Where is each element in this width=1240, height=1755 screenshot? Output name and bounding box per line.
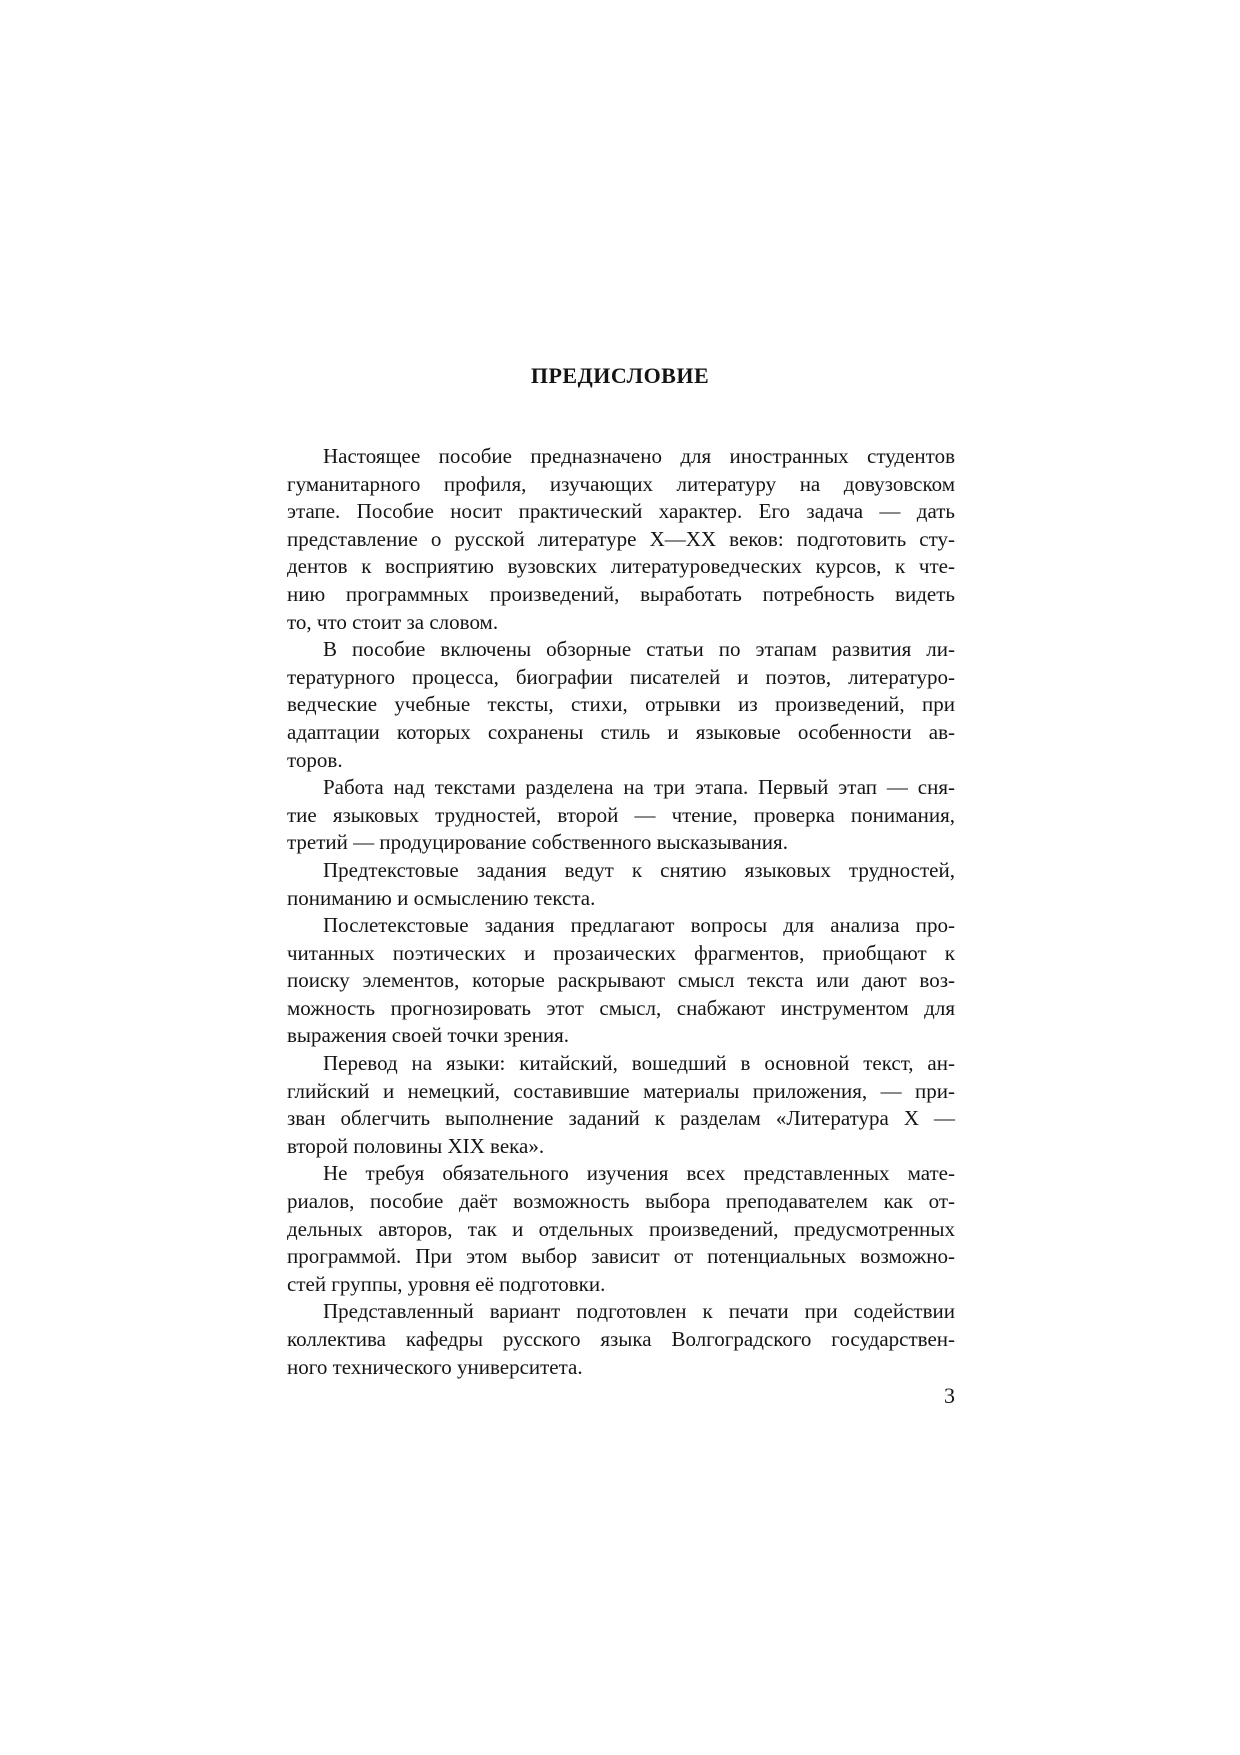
text-line: Работа над текстами разделена на три этапа. Первый этап — сня-: [323, 775, 955, 800]
text-line: выражения своей точки зрения.: [287, 1023, 570, 1048]
text-line: поиску элементов, которые раскрывают смысл текста или дают воз-: [287, 968, 955, 993]
text-line: второй половины XIX века».: [287, 1133, 545, 1158]
paragraph: [287, 1050, 955, 1160]
paragraph: [287, 1160, 955, 1298]
text-line: Настоящее пособие предназначено для иностранных студентов: [323, 444, 955, 468]
page-title: ПРЕДИСЛОВИЕ: [530, 363, 710, 388]
text-line: дельных авторов, так и отдельных произведений, предусмотренных: [287, 1216, 955, 1241]
paragraph: [287, 774, 955, 857]
text-line: Предтекстовые задания ведут к снятию языковых трудностей,: [323, 857, 955, 882]
paragraph: [287, 912, 955, 1050]
text-line: ного технического университета.: [287, 1354, 583, 1379]
text-line: тие языковых трудностей, второй — чтение, проверка понимания,: [287, 802, 955, 827]
text-line: Представленный вариант подготовлен к печати при содействии: [323, 1299, 955, 1324]
text-line: зван облегчить выполнение заданий к разделам «Литература X —: [287, 1106, 955, 1131]
text-line: этапе. Пособие носит практический характер. Его задача — дать: [287, 499, 955, 524]
text-line: нию программных произведений, выработать потребность видеть: [287, 581, 955, 606]
text-line: торов.: [287, 747, 343, 772]
text-line: третий — продуцирование собственного высказывания.: [287, 830, 788, 855]
text-line: читанных поэтических и прозаических фрагментов, приобщают к: [287, 940, 955, 965]
paragraph: [287, 443, 955, 636]
paragraph: [287, 1298, 955, 1381]
text-line: коллектива кафедры русского языка Волгоградского государствен-: [287, 1327, 955, 1351]
text-line: программой. При этом выбор зависит от потенциальных возможно-: [287, 1244, 955, 1269]
text-line: тературного процесса, биографии писателей и поэтов, литературо-: [287, 664, 955, 689]
text-line: стей группы, уровня её подготовки.: [287, 1271, 606, 1296]
text-line: ведческие учебные тексты, стихи, отрывки из произведений, при: [287, 692, 955, 717]
text-line: глийский и немецкий, составившие материалы приложения, — при-: [287, 1078, 955, 1103]
text-line: Перевод на языки: китайский, вошедший в основной текст, ан-: [323, 1051, 955, 1076]
paragraph: [287, 636, 955, 774]
text-line: Послетекстовые задания предлагают вопросы для анализа про-: [323, 913, 955, 938]
page-number: 3: [944, 1383, 955, 1408]
text-line: то, что стоит за словом.: [287, 609, 499, 634]
text-line: пониманию и осмыслению текста.: [287, 885, 596, 910]
text-line: дентов к восприятию вузовских литературоведческих курсов, к чте-: [287, 554, 955, 579]
text-line: В пособие включены обзорные статьи по этапам развития ли-: [323, 637, 955, 662]
text-line: можность прогнозировать этот смысл, снабжают инструментом для: [287, 995, 955, 1020]
preface-body: [287, 443, 955, 1381]
text-line: риалов, пособие даёт возможность выбора преподавателем как от-: [287, 1189, 955, 1214]
text-line: гуманитарного профиля, изучающих литературу на довузовском: [287, 471, 955, 496]
text-line: Не требуя обязательного изучения всех представленных мате-: [323, 1161, 955, 1186]
paragraph: [287, 857, 955, 912]
text-line: представление о русской литературе X—XX веков: подготовить сту-: [287, 526, 955, 551]
text-line: адаптации которых сохранены стиль и языковые особенности ав-: [287, 719, 955, 744]
